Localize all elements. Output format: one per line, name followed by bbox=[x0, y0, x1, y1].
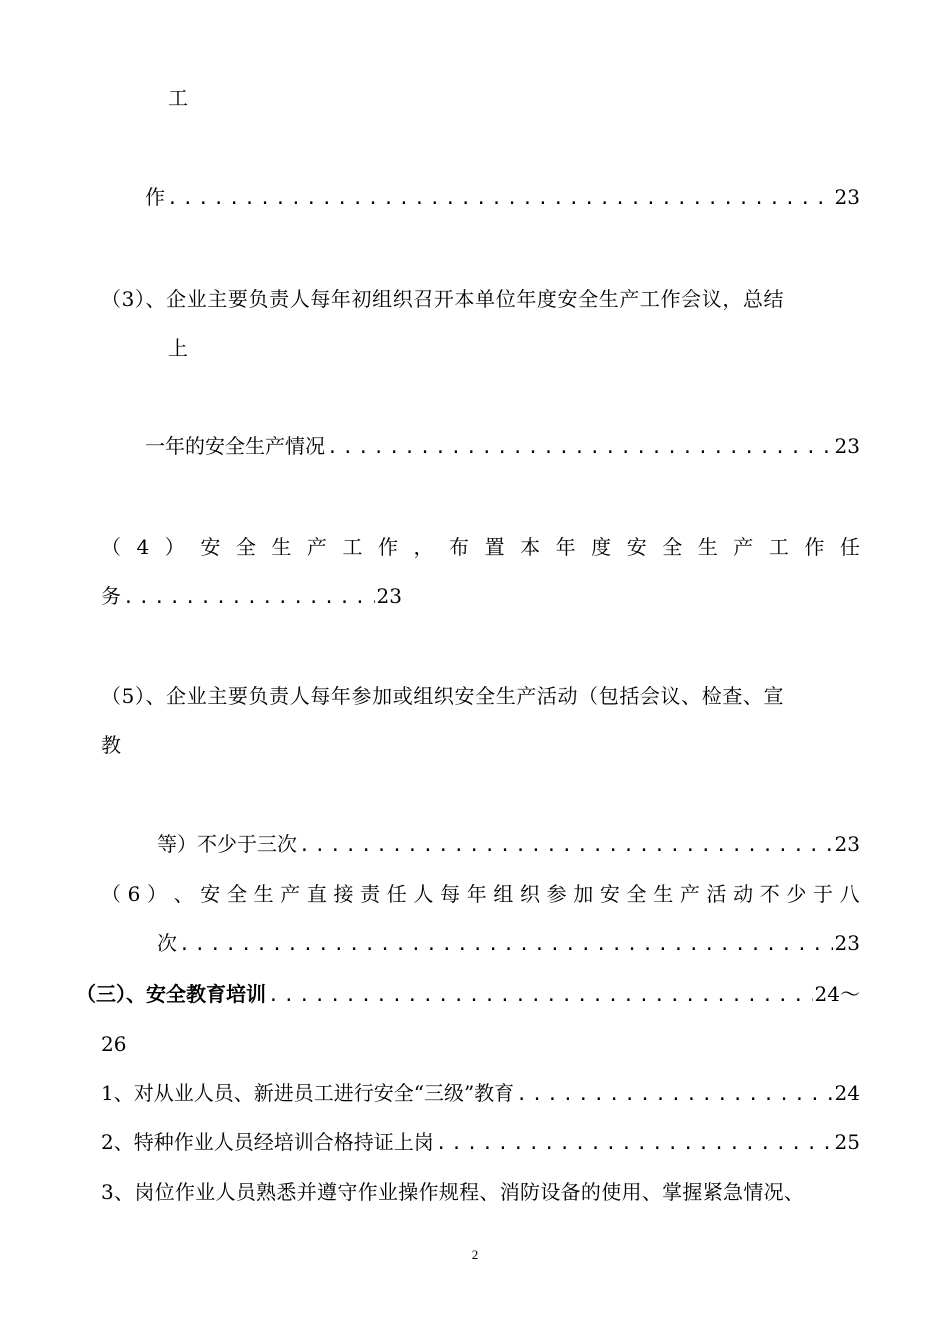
toc-entry[interactable] bbox=[157, 830, 860, 858]
toc-char: 产 bbox=[280, 882, 301, 906]
toc-line bbox=[101, 682, 784, 710]
toc-leader-dots bbox=[123, 584, 375, 612]
toc-page-number: 23 bbox=[834, 185, 860, 209]
toc-line-fragment bbox=[168, 334, 188, 362]
toc-page-range: 24～ bbox=[814, 982, 860, 1006]
toc-char: 4 bbox=[136, 535, 150, 559]
toc-line-justified bbox=[101, 533, 860, 561]
toc-entry[interactable] bbox=[101, 1079, 860, 1107]
toc-char: 产 bbox=[679, 882, 700, 906]
toc-leader-dots bbox=[268, 982, 813, 1010]
toc-line bbox=[101, 1178, 804, 1206]
toc-char: 生 bbox=[271, 535, 292, 559]
toc-entry-title: 次 bbox=[157, 931, 177, 955]
toc-leader-dots bbox=[299, 832, 833, 860]
toc-char: 生 bbox=[697, 535, 718, 559]
toc-char: 全 bbox=[662, 535, 683, 559]
toc-char: 参 bbox=[546, 882, 567, 906]
toc-entry[interactable] bbox=[101, 1128, 860, 1156]
toc-char: 作 bbox=[377, 535, 398, 559]
toc-char: 6 bbox=[127, 882, 141, 906]
toc-line-fragment bbox=[168, 84, 188, 112]
toc-page-number: 23 bbox=[376, 584, 402, 608]
toc-char: 全 bbox=[626, 882, 647, 906]
toc-entry[interactable] bbox=[145, 432, 860, 460]
toc-section-title: （三）、安全教育培训 bbox=[76, 982, 266, 1006]
toc-char: 全 bbox=[226, 882, 247, 906]
toc-text: 26 bbox=[101, 1032, 127, 1056]
toc-entry-title: 2、特种作业人员经培训合格持证上岗 bbox=[101, 1130, 434, 1154]
toc-char: 安 bbox=[200, 882, 221, 906]
toc-char: 不 bbox=[759, 882, 780, 906]
toc-char: 生 bbox=[653, 882, 674, 906]
toc-leader-dots bbox=[327, 434, 833, 462]
toc-char: 任 bbox=[386, 882, 407, 906]
toc-entry-title: 一年的安全生产情况 bbox=[145, 434, 325, 458]
toc-char: 动 bbox=[733, 882, 754, 906]
toc-char: 人 bbox=[413, 882, 434, 906]
toc-char: 、 bbox=[173, 882, 194, 906]
toc-char: 年 bbox=[466, 882, 487, 906]
toc-entry[interactable] bbox=[157, 929, 860, 957]
toc-page-number: 23 bbox=[834, 931, 860, 955]
toc-page-number: 23 bbox=[834, 832, 860, 856]
toc-char: ） bbox=[147, 882, 168, 906]
toc-page-number: 23 bbox=[834, 434, 860, 458]
toc-char: 任 bbox=[839, 535, 860, 559]
toc-leader-dots bbox=[167, 185, 833, 213]
toc-text: （3）、企业主要负责人每年初组织召开本单位年度安全生产工作会议，总结 bbox=[101, 287, 785, 311]
toc-char: 全 bbox=[235, 535, 256, 559]
toc-entry-title: 作 bbox=[145, 185, 165, 209]
toc-leader-dots bbox=[516, 1081, 832, 1109]
toc-char: 产 bbox=[306, 535, 327, 559]
toc-char: 生 bbox=[253, 882, 274, 906]
toc-char: ， bbox=[413, 535, 434, 559]
toc-entry[interactable] bbox=[101, 582, 402, 610]
toc-char: 加 bbox=[573, 882, 594, 906]
toc-char: 安 bbox=[626, 535, 647, 559]
toc-entry-title: 等）不少于三次 bbox=[157, 832, 297, 856]
toc-char: 直 bbox=[306, 882, 327, 906]
toc-char: 度 bbox=[591, 535, 612, 559]
toc-char: 八 bbox=[839, 882, 860, 906]
toc-leader-dots bbox=[179, 931, 833, 959]
toc-entry-title: 1、对从业人员、新进员工进行安全“三级”教育 bbox=[101, 1081, 515, 1105]
toc-char: 产 bbox=[733, 535, 754, 559]
page-number: 2 bbox=[471, 1247, 479, 1262]
toc-char: 工 bbox=[768, 535, 789, 559]
toc-page-number: 25 bbox=[834, 1130, 860, 1154]
toc-text: 工 bbox=[168, 86, 188, 110]
toc-char: 于 bbox=[813, 882, 834, 906]
toc-line bbox=[101, 285, 784, 313]
toc-char: 少 bbox=[786, 882, 807, 906]
toc-section-entry[interactable] bbox=[76, 980, 860, 1008]
toc-char: 接 bbox=[333, 882, 354, 906]
toc-entry-title: 务 bbox=[101, 584, 121, 608]
toc-line-fragment bbox=[101, 731, 121, 759]
toc-char: 作 bbox=[804, 535, 825, 559]
toc-char: 年 bbox=[555, 535, 576, 559]
toc-text: （5）、企业主要负责人每年参加或组织安全生产活动（包括会议、检查、宣 bbox=[101, 684, 785, 708]
toc-text: 上 bbox=[168, 336, 188, 360]
toc-char: 安 bbox=[599, 882, 620, 906]
toc-text: 教 bbox=[101, 733, 121, 757]
toc-line-fragment bbox=[101, 1030, 126, 1058]
toc-char: 布 bbox=[449, 535, 470, 559]
toc-char: 置 bbox=[484, 535, 505, 559]
toc-char: （ bbox=[101, 882, 121, 906]
toc-char: 工 bbox=[342, 535, 363, 559]
toc-char: 安 bbox=[200, 535, 221, 559]
toc-char: 责 bbox=[360, 882, 381, 906]
toc-entry[interactable] bbox=[145, 183, 860, 211]
toc-char: 织 bbox=[519, 882, 540, 906]
toc-char: ） bbox=[164, 535, 185, 559]
toc-char: 每 bbox=[440, 882, 461, 906]
toc-leader-dots bbox=[436, 1130, 833, 1158]
toc-text: 3、岗位作业人员熟悉并遵守作业操作规程、消防设备的使用、掌握紧急情况、 bbox=[101, 1180, 805, 1204]
page-number-footer bbox=[0, 1247, 950, 1263]
toc-line-justified bbox=[101, 880, 860, 908]
toc-char: 组 bbox=[493, 882, 514, 906]
toc-char: 活 bbox=[706, 882, 727, 906]
toc-page-number: 24 bbox=[834, 1081, 860, 1105]
toc-char: （ bbox=[101, 535, 121, 559]
toc-char: 本 bbox=[520, 535, 541, 559]
